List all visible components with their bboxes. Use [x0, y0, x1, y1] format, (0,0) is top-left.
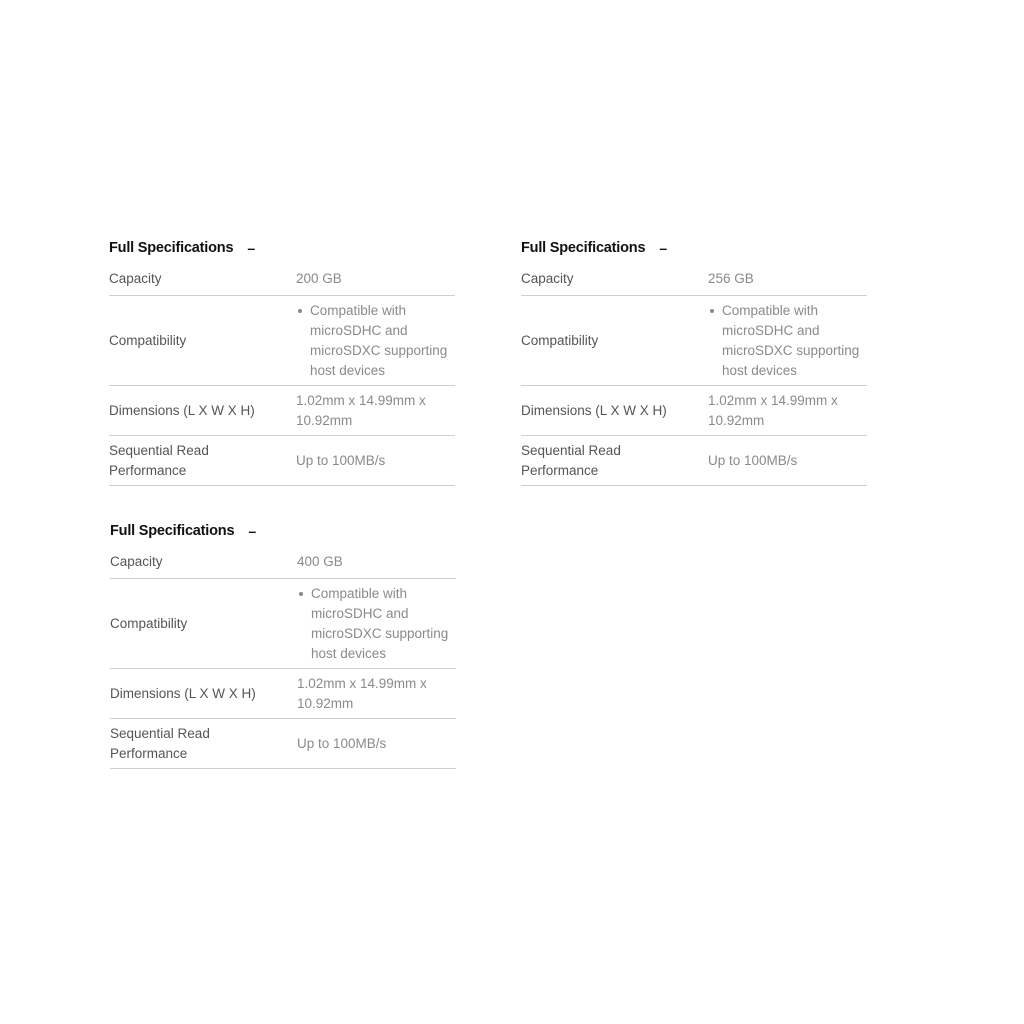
spec-row-capacity: [521, 269, 867, 296]
spec-label: Dimensions (L X W X H): [521, 403, 667, 418]
spec-panel-header: [109, 237, 455, 259]
spec-label: Capacity: [110, 554, 163, 569]
spec-row-capacity: [110, 552, 456, 579]
spec-value: Compatible with microSDHC and microSDXC supporting host devices: [722, 301, 867, 381]
spec-value: 256 GB: [708, 271, 754, 286]
spec-label: Sequential Read Performance: [109, 443, 209, 478]
spec-panel-200gb: [109, 237, 455, 486]
spec-value: 400 GB: [297, 554, 343, 569]
spec-value: Up to 100MB/s: [296, 453, 386, 468]
spec-label: Capacity: [521, 271, 574, 286]
spec-row-capacity: [109, 269, 455, 296]
spec-row-compatibility: [109, 296, 455, 386]
spec-row-compatibility: [110, 579, 456, 669]
spec-row-dimensions: [110, 669, 456, 719]
collapse-toggle-icon[interactable]: –: [247, 240, 256, 256]
spec-panel-header: [110, 520, 456, 542]
spec-value: Compatible with microSDHC and microSDXC supporting host devices: [310, 301, 455, 381]
spec-label: Compatibility: [521, 333, 599, 348]
spec-panel-title: Full Specifications: [109, 240, 234, 256]
spec-value: 1.02mm x 14.99mm x 10.92mm: [297, 676, 427, 711]
collapse-toggle-icon[interactable]: –: [248, 523, 257, 539]
spec-row-sequential-read: [110, 719, 456, 769]
spec-row-compatibility: [521, 296, 867, 386]
spec-row-sequential-read: [109, 436, 455, 486]
spec-row-dimensions: [521, 386, 867, 436]
spec-label: Sequential Read Performance: [521, 443, 621, 478]
spec-panel-title: Full Specifications: [110, 523, 235, 539]
spec-label: Capacity: [109, 271, 162, 286]
spec-panel-header: [521, 237, 867, 259]
spec-row-dimensions: [109, 386, 455, 436]
spec-value-list: [296, 301, 455, 381]
spec-label: Dimensions (L X W X H): [109, 403, 255, 418]
spec-value-list: [297, 584, 456, 664]
collapse-toggle-icon[interactable]: –: [659, 240, 668, 256]
spec-value: 200 GB: [296, 271, 342, 286]
spec-row-sequential-read: [521, 436, 867, 486]
spec-panel-title: Full Specifications: [521, 240, 646, 256]
spec-value: Up to 100MB/s: [708, 453, 798, 468]
spec-label: Compatibility: [109, 333, 187, 348]
spec-panel-400gb: [110, 520, 456, 769]
spec-panel-256gb: [521, 237, 867, 486]
spec-label: Sequential Read Performance: [110, 726, 210, 761]
spec-value: Compatible with microSDHC and microSDXC supporting host devices: [311, 584, 456, 664]
spec-value: 1.02mm x 14.99mm x 10.92mm: [296, 393, 426, 428]
spec-value: Up to 100MB/s: [297, 736, 387, 751]
spec-value: 1.02mm x 14.99mm x 10.92mm: [708, 393, 838, 428]
spec-value-list: [708, 301, 867, 381]
spec-label: Dimensions (L X W X H): [110, 686, 256, 701]
spec-label: Compatibility: [110, 616, 188, 631]
